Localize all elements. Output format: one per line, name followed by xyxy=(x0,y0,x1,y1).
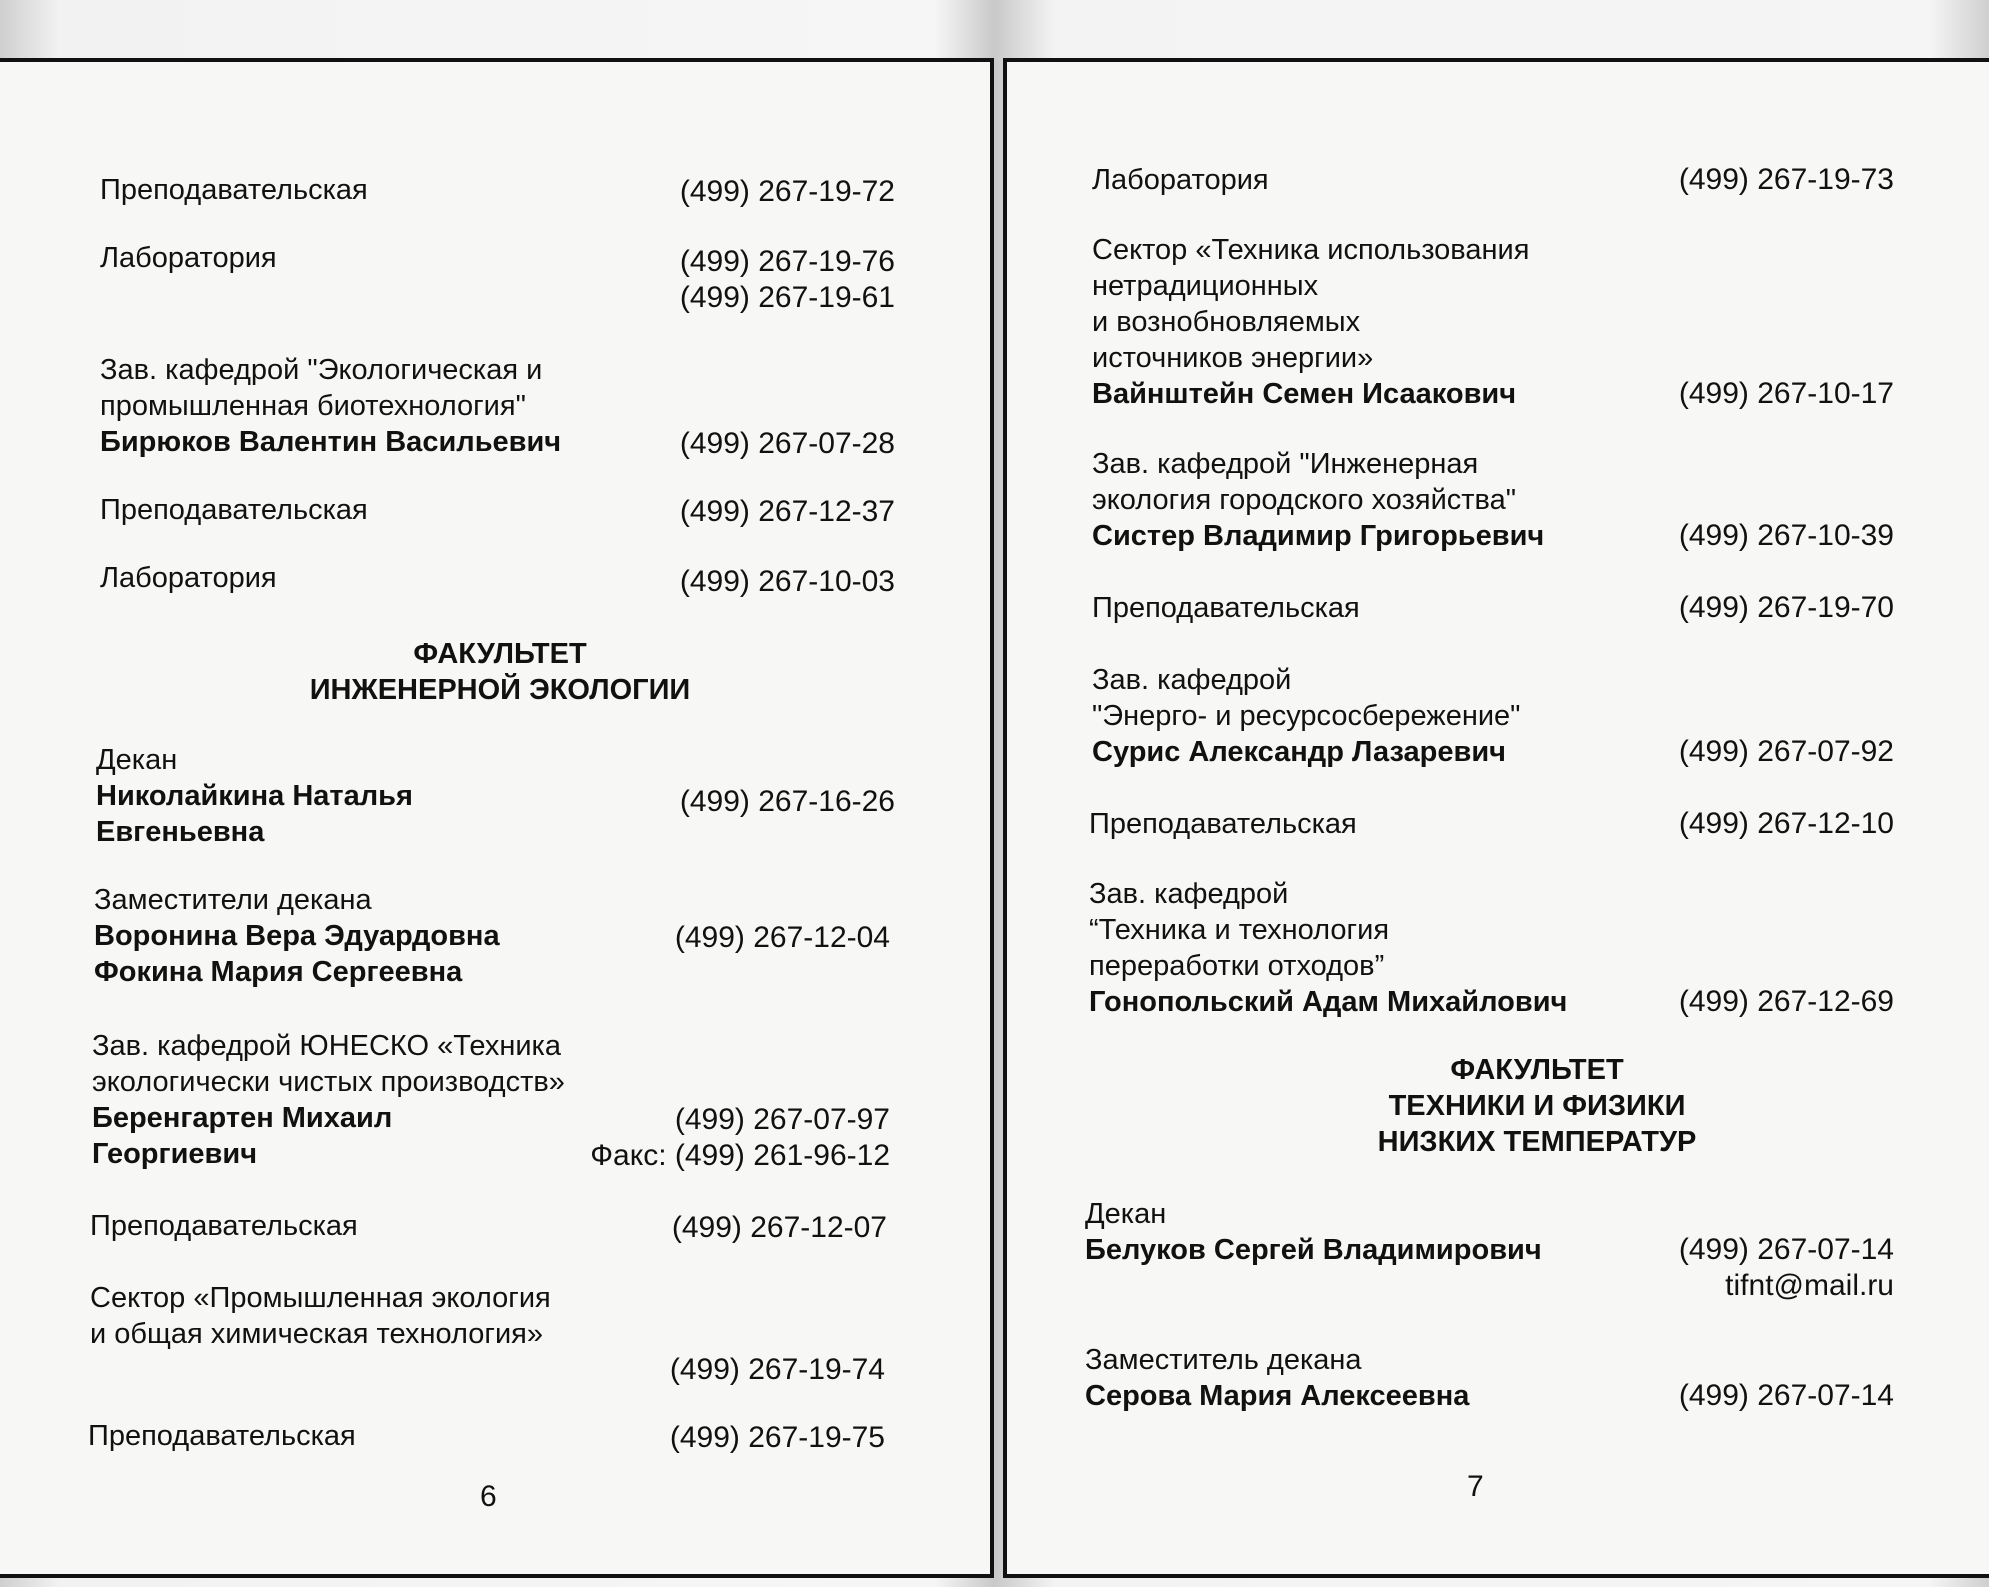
faculty-heading-line: ФАКУЛЬТЕТ xyxy=(1450,1054,1624,1086)
entry-phone: (499) 267-12-37 xyxy=(679,495,895,528)
entry-label-line: и вознобновляемых xyxy=(1092,306,1361,338)
entry-label: Преподавательская xyxy=(1092,592,1360,624)
entry-label: Лаборатория xyxy=(100,562,277,594)
entry-name: Сурис Александр Лазаревич xyxy=(1092,736,1507,768)
entry-label-line: Зав. кафедрой "Инженерная xyxy=(1092,448,1479,480)
entry-name-line: Евгеньевна xyxy=(96,816,265,848)
entry-label: Заместитель декана xyxy=(1085,1344,1362,1376)
entry-label-line: источников энергии» xyxy=(1092,342,1374,374)
entry-label: Преподавательская xyxy=(88,1420,356,1452)
entry-label-line: нетрадиционных xyxy=(1092,270,1319,302)
entry-label-line: Сектор «Промышленная экология xyxy=(90,1282,551,1314)
entry-label: Заместители декана xyxy=(94,884,372,916)
entry-label: Преподавательская xyxy=(1089,808,1357,840)
left-page xyxy=(0,58,994,1578)
faculty-heading-line: ИНЖЕНЕРНОЙ ЭКОЛОГИИ xyxy=(309,674,691,706)
entry-label-line: "Энерго- и ресурсосбережение" xyxy=(1092,700,1521,732)
entry-label-line: Сектор «Техника использования xyxy=(1092,234,1530,266)
entry-name-line: Фокина Мария Сергеевна xyxy=(94,956,463,988)
entry-label: Преподавательская xyxy=(100,174,368,206)
entry-email: tifnt@mail.ru xyxy=(1725,1269,1894,1302)
bleed-through-text xyxy=(120,142,128,174)
entry-phone: (499) 267-16-26 xyxy=(679,785,895,818)
entry-phone-2: (499) 267-19-61 xyxy=(679,281,895,314)
entry-phone: (499) 267-07-28 xyxy=(679,427,895,460)
entry-phone: (499) 267-12-04 xyxy=(674,921,890,954)
entry-label: Декан xyxy=(1085,1198,1167,1230)
entry-name-line: Николайкина Наталья xyxy=(96,780,413,812)
entry-label: Лаборатория xyxy=(100,242,277,274)
entry-phone: (499) 267-07-14 xyxy=(1678,1233,1894,1266)
entry-name: Систер Владимир Григорьевич xyxy=(1092,520,1545,552)
entry-phone: (499) 267-12-07 xyxy=(671,1211,887,1244)
entry-label-line: Зав. кафедрой ЮНЕСКО «Техника xyxy=(92,1030,561,1062)
entry-label-line: и общая химическая технология» xyxy=(90,1318,543,1350)
page-number: 7 xyxy=(1467,1470,1484,1503)
entry-phone: (499) 267-19-76 xyxy=(679,245,895,278)
entry-label-line: промышленная биотехнология" xyxy=(100,390,526,422)
entry-phone: (499) 267-19-75 xyxy=(669,1421,885,1454)
entry-phone: (499) 267-12-69 xyxy=(1678,985,1894,1018)
entry-phone: (499) 267-19-73 xyxy=(1678,163,1894,196)
entry-fax: Факс: (499) 261-96-12 xyxy=(590,1139,890,1172)
entry-label-line: “Техника и технология xyxy=(1089,914,1390,946)
entry-name-line: Воронина Вера Эдуардовна xyxy=(94,920,500,952)
entry-name: Серова Мария Алексеевна xyxy=(1085,1380,1470,1412)
page-number: 6 xyxy=(480,1480,497,1513)
faculty-heading-line: ТЕХНИКИ И ФИЗИКИ xyxy=(1388,1090,1686,1122)
entry-phone: (499) 267-07-14 xyxy=(1678,1379,1894,1412)
entry-label: Преподавательская xyxy=(90,1210,358,1242)
entry-label-line: экологически чистых производств» xyxy=(92,1066,565,1098)
faculty-heading-line: НИЗКИХ ТЕМПЕРАТУР xyxy=(1377,1126,1697,1158)
entry-name: Бирюков Валентин Васильевич xyxy=(100,426,562,458)
entry-phone: (499) 267-19-70 xyxy=(1678,591,1894,624)
entry-phone: (499) 267-19-72 xyxy=(679,175,895,208)
entry-label-line: Зав. кафедрой xyxy=(1089,878,1289,910)
entry-phone: (499) 267-10-39 xyxy=(1678,519,1894,552)
entry-phone: (499) 267-10-03 xyxy=(679,565,895,598)
faculty-heading-line: ФАКУЛЬТЕТ xyxy=(413,638,587,670)
entry-label-line: Зав. кафедрой xyxy=(1092,664,1292,696)
entry-name: Вайнштейн Семен Исаакович xyxy=(1092,378,1517,410)
entry-phone: (499) 267-07-92 xyxy=(1678,735,1894,768)
entry-name: Гонопольский Адам Михайлович xyxy=(1089,986,1568,1018)
entry-label: Декан xyxy=(96,744,178,776)
entry-phone: (499) 267-10-17 xyxy=(1678,377,1894,410)
entry-name-line: Георгиевич xyxy=(92,1138,258,1170)
entry-name-line: Беренгартен Михаил xyxy=(92,1102,393,1134)
right-page xyxy=(1003,58,1989,1578)
entry-label-line: переработки отходов” xyxy=(1089,950,1385,982)
entry-phone: (499) 267-07-97 xyxy=(674,1103,890,1136)
entry-label-line: Зав. кафедрой "Экологическая и xyxy=(100,354,543,386)
entry-label: Преподавательская xyxy=(100,494,368,526)
entry-name: Белуков Сергей Владимирович xyxy=(1085,1234,1542,1266)
entry-label: Лаборатория xyxy=(1092,164,1269,196)
entry-phone: (499) 267-19-74 xyxy=(669,1353,885,1386)
entry-phone: (499) 267-12-10 xyxy=(1678,807,1894,840)
entry-label-line: экология городского хозяйства" xyxy=(1092,484,1517,516)
